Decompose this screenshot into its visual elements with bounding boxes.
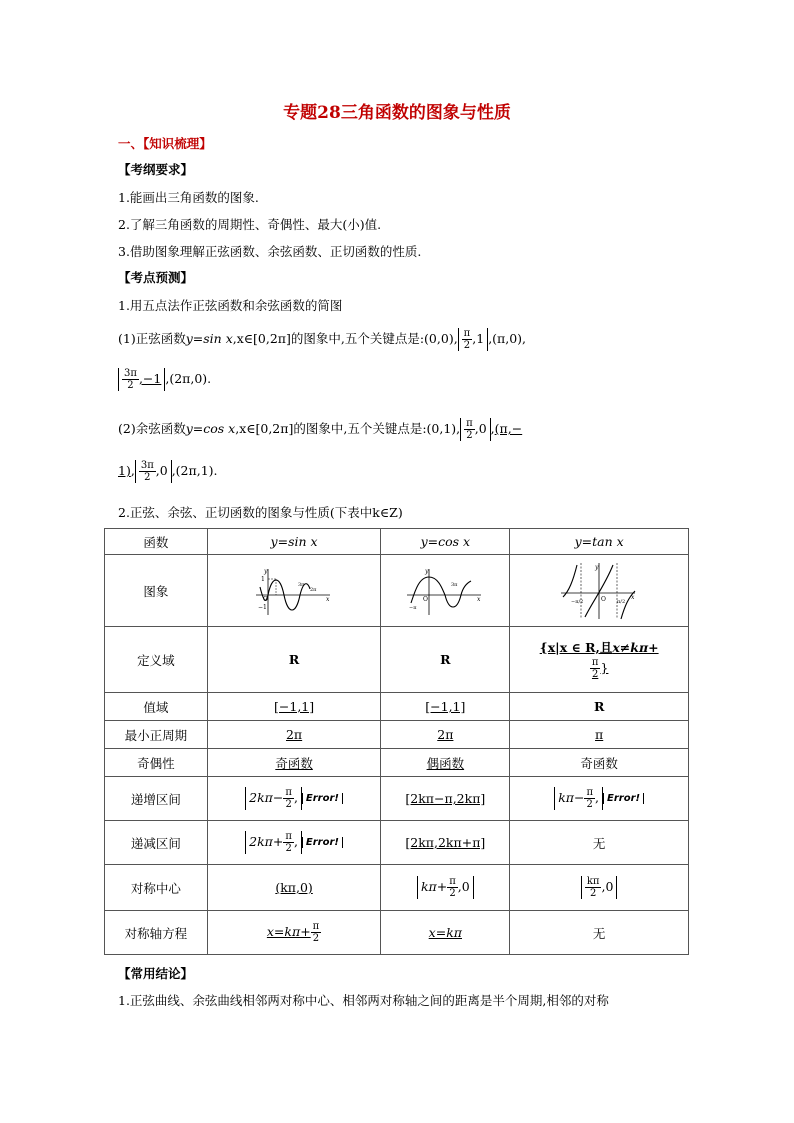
cell: kπ− $\frac{\pi}{2}$ , Error! [510, 777, 689, 821]
cell: 2π [207, 721, 381, 749]
svg-text:π/2: π/2 [617, 598, 626, 605]
cell: R [207, 627, 381, 693]
cell: 奇函数 [510, 749, 689, 777]
cell: x=kπ+ $\frac{\pi}{2}$ [207, 911, 381, 955]
row-label: 递增区间 [105, 777, 208, 821]
row-label: 图象 [105, 555, 208, 627]
svg-text:−1: −1 [258, 603, 267, 611]
svg-text:O: O [423, 595, 429, 603]
cell: 2kπ− $\frac{\pi}{2}$ , Error! [207, 777, 381, 821]
row-label: 对称轴方程 [105, 911, 208, 955]
svg-text:−π: −π [409, 604, 417, 611]
tan-graph [510, 555, 689, 627]
table-row [105, 529, 689, 555]
cell: π [510, 721, 689, 749]
sin-key-points-cont: $\frac{3\pi}{2}$ ,−1 ,(2π,0). [118, 368, 211, 391]
properties-table [104, 528, 689, 955]
cell: {x|x ∈ R,且x≠kπ+ $\frac{\pi}{2}$ } [510, 627, 689, 693]
table-row [105, 865, 689, 911]
cell: 2π [381, 721, 510, 749]
svg-text:x: x [326, 595, 330, 603]
table-row [105, 721, 689, 749]
requirement-3: 3.借助图象理解正弦函数、余弦函数、正切函数的性质. [118, 244, 422, 259]
table-row [105, 777, 689, 821]
table-row [105, 749, 689, 777]
row-label: 值域 [105, 693, 208, 721]
cell: 无 [510, 821, 689, 865]
cos-key-points-cont: 1), $\frac{3\pi}{2}$ ,0 ,(2π,1). [118, 460, 218, 483]
cell: $\frac{k\pi}{2}$ ,0 [510, 865, 689, 911]
sin-graph [207, 555, 381, 627]
paragraph-five-point: 1.用五点法作正弦函数和余弦函数的简图 [118, 298, 343, 313]
cell: [2kπ−π,2kπ] [381, 777, 510, 821]
svg-text:O: O [263, 595, 268, 603]
svg-text:2π: 2π [310, 586, 317, 593]
svg-text:O: O [601, 595, 607, 603]
requirement-2: 2.了解三角函数的周期性、奇偶性、最大(小)值. [118, 217, 382, 232]
row-label: 递减区间 [105, 821, 208, 865]
table-row [105, 821, 689, 865]
svg-text:y: y [264, 567, 268, 575]
cos-key-points: (2)余弦函数y=cos x,x∈[0,2π]的图象中,五个关键点是:(0,1), $\frac{\pi}{2}$ ,0 ,(π,− [118, 418, 523, 441]
row-label: 奇偶性 [105, 749, 208, 777]
cell: [2kπ,2kπ+π] [381, 821, 510, 865]
cell: 2kπ+ $\frac{\pi}{2}$ , Error! [207, 821, 381, 865]
cell: [−1,1] [207, 693, 381, 721]
row-label: 定义域 [105, 627, 208, 693]
cos-graph [381, 555, 510, 627]
cell: R [510, 693, 689, 721]
cell: 偶函数 [381, 749, 510, 777]
table-row [105, 627, 689, 693]
svg-text:3π: 3π [298, 581, 305, 588]
cell: x=kπ [381, 911, 510, 955]
requirement-1: 1.能画出三角函数的图象. [118, 190, 259, 205]
table-header: y=sin x [207, 529, 381, 555]
cell: 无 [510, 911, 689, 955]
svg-text:y: y [595, 563, 599, 571]
section-heading: 一、【知识梳理】 [118, 136, 212, 151]
table-row [105, 555, 689, 627]
svg-text:1: 1 [261, 575, 265, 583]
common-conclusions-heading: 【常用结论】 [118, 966, 194, 981]
svg-text:x: x [631, 593, 635, 601]
table-header: y=tan x [510, 529, 689, 555]
conclusion-1: 1.正弦曲线、余弦曲线相邻两对称中心、相邻两对称轴之间的距离是半个周期,相邻的对称 [118, 993, 609, 1008]
cell: kπ+ $\frac{\pi}{2}$ ,0 [381, 865, 510, 911]
svg-text:x: x [477, 595, 481, 603]
table-header: 函数 [105, 529, 208, 555]
cell: [−1,1] [381, 693, 510, 721]
table-row [105, 693, 689, 721]
svg-text:−π/2: −π/2 [571, 598, 584, 605]
row-label: 对称中心 [105, 865, 208, 911]
requirements-heading: 【考纲要求】 [118, 162, 194, 177]
svg-text:y: y [425, 567, 429, 575]
paragraph-table-intro: 2.正弦、余弦、正切函数的图象与性质(下表中k∈Z) [118, 505, 403, 520]
prediction-heading: 【考点预测】 [118, 270, 194, 285]
page-title: 专题28三角函数的图象与性质 [283, 103, 511, 123]
cell: R [381, 627, 510, 693]
svg-text:3π: 3π [451, 581, 458, 588]
sin-key-points: (1)正弦函数y=sin x,x∈[0,2π]的图象中,五个关键点是:(0,0), $\frac{\pi}{2}$ ,1 ,(π,0), [118, 328, 527, 351]
row-label: 最小正周期 [105, 721, 208, 749]
cell: 奇函数 [207, 749, 381, 777]
cell: (kπ,0) [207, 865, 381, 911]
table-header: y=cos x [381, 529, 510, 555]
table-row [105, 911, 689, 955]
